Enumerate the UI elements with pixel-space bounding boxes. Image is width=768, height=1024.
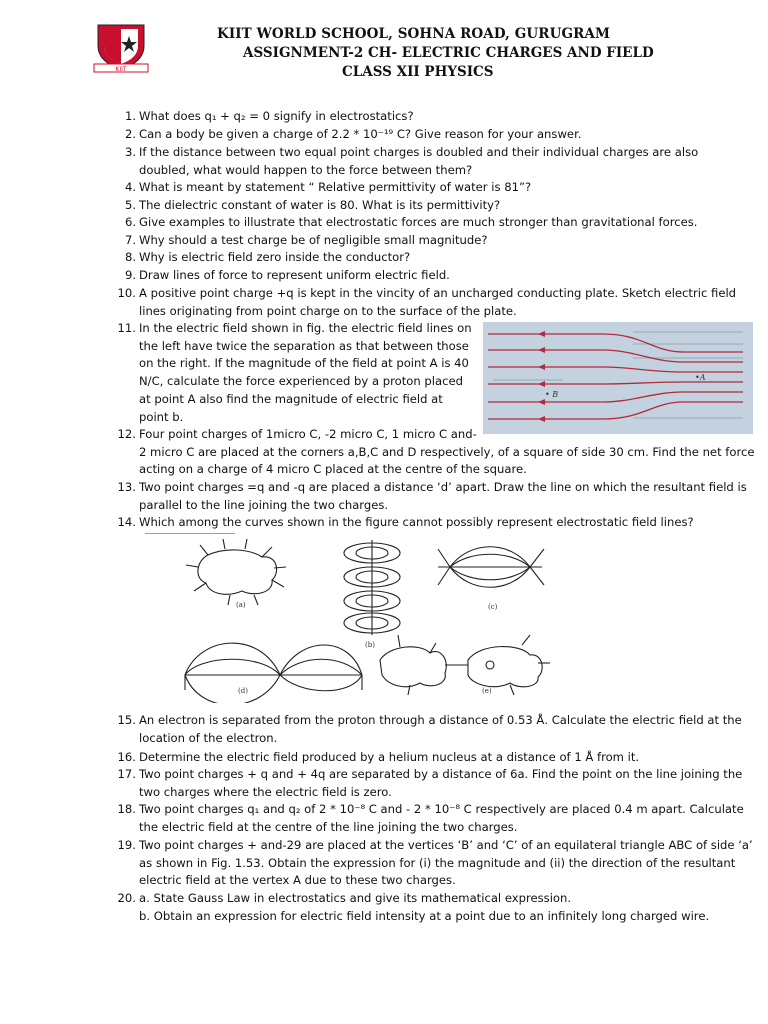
curve-b	[344, 540, 400, 635]
figure-14-field-curves	[150, 535, 600, 703]
question-text: location of the electron.	[139, 730, 278, 745]
question-number: 13.	[117, 480, 136, 494]
question-text: Why is electric field zero inside the conductor?	[139, 250, 411, 264]
question-number: 18.	[117, 802, 136, 816]
question-text: The dielectric constant of water is 80. What is its permittivity?	[139, 198, 501, 212]
underline-mark	[145, 533, 235, 534]
question-text: Which among the curves shown in the figure cannot possibly represent electrostatic field lines?	[139, 515, 694, 529]
question-text: doubled, what would happen to the force between them?	[139, 162, 473, 177]
question-number: 6.	[124, 215, 136, 229]
question-number: 17.	[117, 767, 136, 781]
question-text: the left have twice the separation as that between those	[139, 338, 469, 353]
question-text: b. Obtain an expression for electric field intensity at a point due to an infinitely long charged wire.	[139, 908, 710, 923]
fig14-label-c: (c)	[488, 603, 498, 611]
question-number: 15.	[117, 713, 136, 727]
question-text: N/C, calculate the force experienced by a proton placed	[139, 374, 463, 389]
question-text: Can a body be given a charge of 2.2 * 10⁻¹⁹ C? Give reason for your answer.	[139, 127, 582, 141]
question-text: acting on a charge of 4 micro C placed at the centre of the square.	[139, 462, 527, 477]
question-text: lines originating from point charge on to the surface of the plate.	[139, 303, 517, 318]
question-number: 16.	[117, 750, 136, 764]
point-b-label: • B	[545, 390, 559, 399]
question-text: the electric field at the centre of the line joining the two charges.	[139, 819, 518, 834]
question-text: two charges where the electric field is zero.	[139, 784, 392, 799]
question-text: What is meant by statement “ Relative permittivity of water is 81”?	[139, 180, 532, 194]
curve-c	[438, 547, 544, 588]
question-text: An electron is separated from the proton through a distance of 0.53 Å. Calculate the electric field at the	[139, 713, 742, 727]
fig14-label-e: (e)	[482, 687, 492, 695]
question-text: on the right. If the magnitude of the field at point A is 40	[139, 356, 469, 371]
question-number: 3.	[124, 145, 136, 159]
question-number: 7.	[124, 233, 136, 247]
question-text: Two point charges =q and -q are placed a distance ‘d’ apart. Draw the line on which the resultant field is	[139, 480, 747, 494]
question-text: at point A also find the magnitude of electric field at	[139, 391, 443, 406]
question-text: What does q₁ + q₂ = 0 signify in electrostatics?	[139, 109, 414, 123]
question-number: 19.	[117, 838, 136, 852]
question-text: A positive point charge +q is kept in the vincity of an uncharged conducting plate. Sketch electric field	[139, 286, 737, 300]
school-name: KIIT WORLD SCHOOL, SOHNA ROAD, GURUGRAM	[217, 26, 611, 42]
question-text: a. State Gauss Law in electrostatics and give its mathematical expression.	[139, 891, 572, 905]
question-text: In the electric field shown in fig. the electric field lines on	[139, 321, 472, 335]
question-number: 8.	[124, 250, 136, 264]
question-text: Draw lines of force to represent uniform electric field.	[139, 268, 450, 282]
fig14-label-d: (d)	[238, 687, 248, 695]
figure-11-field-lines	[483, 322, 753, 434]
assignment-title: ASSIGNMENT-2 CH- ELECTRIC CHARGES AND FIELD	[243, 45, 654, 61]
question-text: Two point charges + and-29 are placed at the vertices ‘B’ and ‘C’ of an equilateral triangle ABC of side ‘a’	[139, 838, 753, 852]
point-a-label: •A	[695, 373, 706, 382]
school-logo	[90, 22, 152, 74]
question-text: electric field at the vertex A due to these two charges.	[139, 873, 456, 888]
question-text: Why should a test charge be of negligible small magnitude?	[139, 233, 488, 247]
curve-e	[380, 635, 550, 695]
question-text: Four point charges of 1micro C, -2 micro C, 1 micro C and-	[139, 427, 477, 441]
question-number: 5.	[124, 198, 136, 212]
page-header	[0, 0, 768, 90]
question-number: 14.	[117, 515, 136, 529]
class-title: CLASS XII PHYSICS	[342, 64, 494, 80]
question-text: as shown in Fig. 1.53. Obtain the expression for (i) the magnitude and (ii) the direction of the resultant	[139, 855, 736, 870]
question-text: parallel to the line joining the two charges.	[139, 497, 389, 512]
question-number: 20.	[117, 891, 136, 905]
question-text: Determine the electric field produced by a helium nucleus at a distance of 1 Å from it.	[139, 750, 640, 764]
question-text: point b.	[139, 409, 184, 424]
question-number: 4.	[124, 180, 136, 194]
question-text: Two point charges q₁ and q₂ of 2 * 10⁻⁸ C and - 2 * 10⁻⁸ C respectively are placed 0.4 m apart. Calculate	[139, 802, 744, 816]
question-number: 9.	[124, 268, 136, 282]
curve-a	[186, 539, 286, 605]
fig14-label-b: (b)	[365, 641, 375, 649]
question-number: 12.	[117, 427, 136, 441]
question-number: 1.	[124, 109, 136, 123]
curve-d	[185, 643, 362, 703]
logo-text: KIIT	[115, 66, 127, 73]
question-number: 2.	[124, 127, 136, 141]
question-text: If the distance between two equal point charges is doubled and their individual charges are also	[139, 145, 699, 159]
question-text: 2 micro C are placed at the corners a,B,C and D respectively, of a square of side 30 cm. Find the net force	[139, 444, 755, 459]
question-text: Two point charges + q and + 4q are separated by a distance of 6a. Find the point on the line joining the	[139, 767, 743, 781]
question-number: 11.	[117, 321, 136, 335]
fig14-label-a: (a)	[236, 601, 246, 609]
question-number: 10.	[117, 286, 136, 300]
question-text: Give examples to illustrate that electrostatic forces are much stronger than gravitational forces.	[139, 215, 698, 229]
